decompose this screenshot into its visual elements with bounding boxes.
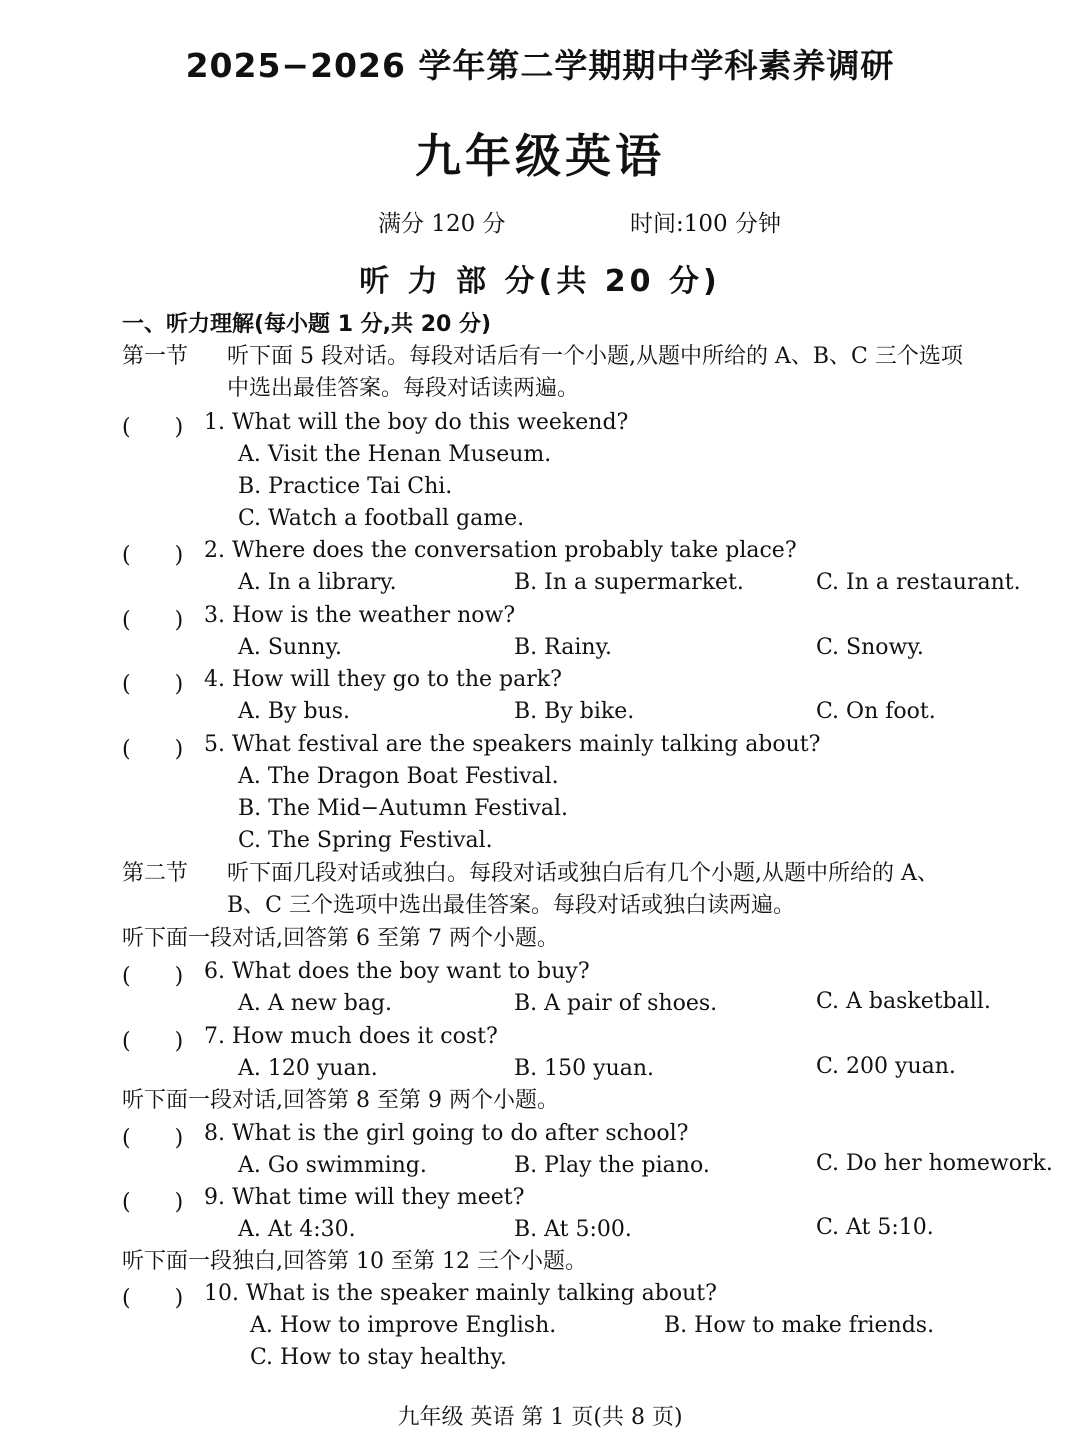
option-a: A. Sunny. [238,635,342,660]
answer-blank[interactable]: ( ) [122,964,184,989]
option-a: A. How to improve English. [250,1313,557,1338]
option-a: A. A new bag. [238,991,393,1016]
question-stem: 7. How much does it cost? [204,1024,498,1049]
option-b: B. At 5:00. [514,1217,632,1242]
option-b: B. Play the piano. [514,1153,710,1178]
option-b: B. The Mid−Autumn Festival. [238,796,568,821]
answer-blank[interactable]: ( ) [122,608,184,633]
question-stem: 3. How is the weather now? [204,603,516,628]
answer-blank[interactable]: ( ) [122,543,184,568]
subject-title: 九年级英语 [415,129,665,183]
option-c: C. 200 yuan. [816,1054,956,1079]
option-c: C. The Spring Festival. [238,828,493,853]
option-b: B. Practice Tai Chi. [238,474,453,499]
answer-blank[interactable]: ( ) [122,1286,184,1311]
option-b: B. 150 yuan. [514,1056,655,1081]
option-c: C. Watch a football game. [238,506,525,531]
question-stem: 6. What does the boy want to buy? [204,959,590,984]
subsection-instructions: 中选出最佳答案。每段对话读两遍。 [227,376,580,401]
option-c: C. A basketball. [816,989,991,1014]
group-instruction: 听下面一段对话,回答第 6 至第 7 两个小题。 [122,926,559,951]
option-c: C. In a restaurant. [816,570,1021,595]
question-stem: 10. What is the speaker mainly talking about? [204,1281,717,1306]
page-footer: 九年级 英语 第 1 页(共 8 页) [397,1405,683,1430]
option-c: C. How to stay healthy. [250,1345,507,1370]
answer-blank[interactable]: ( ) [122,1190,184,1215]
answer-blank[interactable]: ( ) [122,672,184,697]
listening-part-title: 听 力 部 分(共 20 分) [359,264,721,299]
exam-title: 2025−2026 学年第二学期期中学科素养调研 [185,46,895,85]
exam-time: 时间:100 分钟 [630,211,781,237]
option-c: C. On foot. [816,699,936,724]
option-a: A. Visit the Henan Museum. [238,442,552,467]
answer-blank[interactable]: ( ) [122,1029,184,1054]
subsection-label: 第一节 [122,344,189,369]
subsection-label: 第二节 [122,861,189,886]
answer-blank[interactable]: ( ) [122,415,184,440]
question-stem: 1. What will the boy do this weekend? [204,410,629,435]
option-b: B. By bike. [514,699,635,724]
option-c: C. Snowy. [816,635,924,660]
answer-blank[interactable]: ( ) [122,1126,184,1151]
group-instruction: 听下面一段独白,回答第 10 至第 12 三个小题。 [122,1249,587,1274]
question-stem: 4. How will they go to the park? [204,667,562,692]
option-a: A. 120 yuan. [238,1056,378,1081]
subsection-instructions: 听下面几段对话或独白。每段对话或独白后有几个小题,从题中所给的 A、 [227,861,939,886]
answer-blank[interactable]: ( ) [122,737,184,762]
subsection-instructions: B、C 三个选项中选出最佳答案。每段对话或独白读两遍。 [227,893,795,918]
question-stem: 9. What time will they meet? [204,1185,525,1210]
option-a: A. By bus. [238,699,350,724]
option-a: A. Go swimming. [238,1153,427,1178]
question-stem: 5. What festival are the speakers mainly talking about? [204,732,821,757]
group-instruction: 听下面一段对话,回答第 8 至第 9 两个小题。 [122,1088,559,1113]
option-b: B. Rainy. [514,635,613,660]
option-b: B. In a supermarket. [514,570,744,595]
section-heading: 一、听力理解(每小题 1 分,共 20 分) [122,312,492,337]
question-stem: 8. What is the girl going to do after school? [204,1121,689,1146]
option-a: A. The Dragon Boat Festival. [238,764,559,789]
option-a: A. At 4:30. [238,1217,356,1242]
option-c: C. At 5:10. [816,1215,934,1240]
question-stem: 2. Where does the conversation probably take place? [204,538,797,563]
option-c: C. Do her homework. [816,1151,1053,1176]
subsection-instructions: 听下面 5 段对话。每段对话后有一个小题,从题中所给的 A、B、C 三个选项 [227,344,963,369]
option-b: B. How to make friends. [664,1313,935,1338]
full-score: 满分 120 分 [378,211,506,237]
option-a: A. In a library. [238,570,397,595]
option-b: B. A pair of shoes. [514,991,718,1016]
